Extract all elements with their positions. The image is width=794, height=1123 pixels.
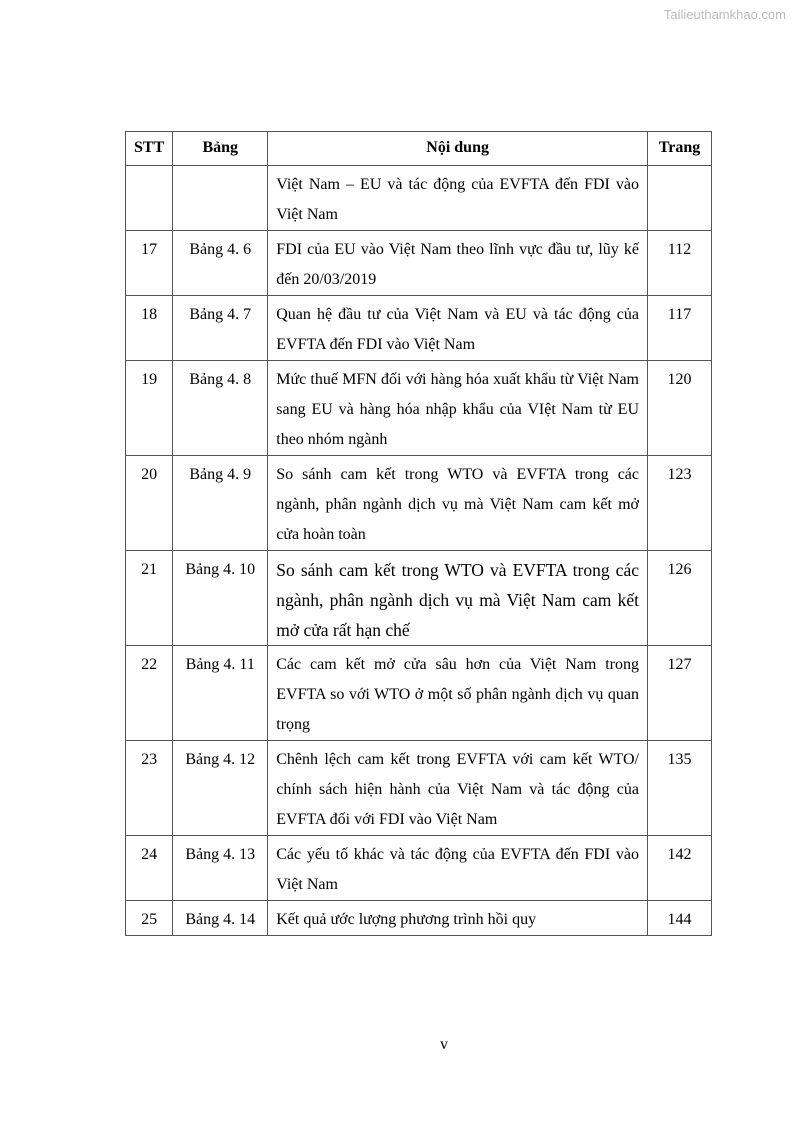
row-bang: Bảng 4. 8: [173, 361, 268, 456]
table-row: [126, 166, 712, 231]
row-stt: 22: [126, 646, 173, 741]
row-noi-dung: Các yếu tố khác và tác động của EVFTA đến FDI vào Việt Nam: [268, 836, 648, 901]
header-trang: Trang: [648, 132, 712, 166]
row-trang: 117: [648, 296, 712, 361]
row-trang: 127: [648, 646, 712, 741]
row-noi-dung: Việt Nam – EU và tác động của EVFTA đến FDI vào Việt Nam: [268, 166, 648, 231]
header-noi-dung: Nội dung: [268, 132, 648, 166]
row-bang: Bảng 4. 7: [173, 296, 268, 361]
row-trang: 135: [648, 741, 712, 836]
row-noi-dung: Kết quả ước lượng phương trình hồi quy: [268, 901, 648, 936]
row-stt: 23: [126, 741, 173, 836]
row-noi-dung: Mức thuế MFN đối với hàng hóa xuất khẩu từ Việt Nam sang EU và hàng hóa nhập khẩu của VIệt Nam từ EU theo nhóm ngành: [268, 361, 648, 456]
row-trang: 144: [648, 901, 712, 936]
row-noi-dung: So sánh cam kết trong WTO và EVFTA trong các ngành, phân ngành dịch vụ mà Việt Nam cam kết mở cửa rất hạn chế: [268, 551, 648, 646]
row-bang: Bảng 4. 11: [173, 646, 268, 741]
row-bang: Bảng 4. 9: [173, 456, 268, 551]
row-noi-dung: So sánh cam kết trong WTO và EVFTA trong các ngành, phân ngành dịch vụ mà Việt Nam cam kết mở cửa hoàn toàn: [268, 456, 648, 551]
row-stt: 21: [126, 551, 173, 646]
row-stt: 19: [126, 361, 173, 456]
row-noi-dung: Các cam kết mở cửa sâu hơn của Việt Nam trong EVFTA so với WTO ở một số phân ngành dịch vụ quan trọng: [268, 646, 648, 741]
table-row: [126, 296, 712, 361]
table-row: [126, 836, 712, 901]
row-stt: 25: [126, 901, 173, 936]
row-bang: Bảng 4. 6: [173, 231, 268, 296]
row-bang: Bảng 4. 12: [173, 741, 268, 836]
table-of-tables: [125, 131, 712, 936]
row-noi-dung: Quan hệ đầu tư của Việt Nam và EU và tác động của EVFTA đến FDI vào Việt Nam: [268, 296, 648, 361]
page-number: v: [440, 1036, 448, 1053]
row-bang: Bảng 4. 13: [173, 836, 268, 901]
row-stt: 18: [126, 296, 173, 361]
table-row: [126, 741, 712, 836]
row-bang: Bảng 4. 10: [173, 551, 268, 646]
row-trang: [648, 166, 712, 231]
row-trang: 123: [648, 456, 712, 551]
row-stt: [126, 166, 173, 231]
row-trang: 120: [648, 361, 712, 456]
row-noi-dung: FDI của EU vào Việt Nam theo lĩnh vực đầu tư, lũy kế đến 20/03/2019: [268, 231, 648, 296]
row-stt: 17: [126, 231, 173, 296]
table-row: [126, 231, 712, 296]
row-trang: 142: [648, 836, 712, 901]
table-header-row: [126, 132, 712, 166]
table-row: [126, 361, 712, 456]
table-row: [126, 646, 712, 741]
watermark: Tailieuthamkhao.com: [663, 7, 786, 22]
row-trang: 112: [648, 231, 712, 296]
table-row: [126, 551, 712, 646]
table-row: [126, 901, 712, 936]
row-bang: Bảng 4. 14: [173, 901, 268, 936]
row-stt: 24: [126, 836, 173, 901]
header-stt: STT: [126, 132, 173, 166]
row-bang: [173, 166, 268, 231]
row-trang: 126: [648, 551, 712, 646]
row-stt: 20: [126, 456, 173, 551]
table-row: [126, 456, 712, 551]
row-noi-dung: Chênh lệch cam kết trong EVFTA với cam kết WTO/ chính sách hiện hành của Việt Nam và tác động của EVFTA đối với FDI vào Việt Nam: [268, 741, 648, 836]
header-bang: Bảng: [173, 132, 268, 166]
